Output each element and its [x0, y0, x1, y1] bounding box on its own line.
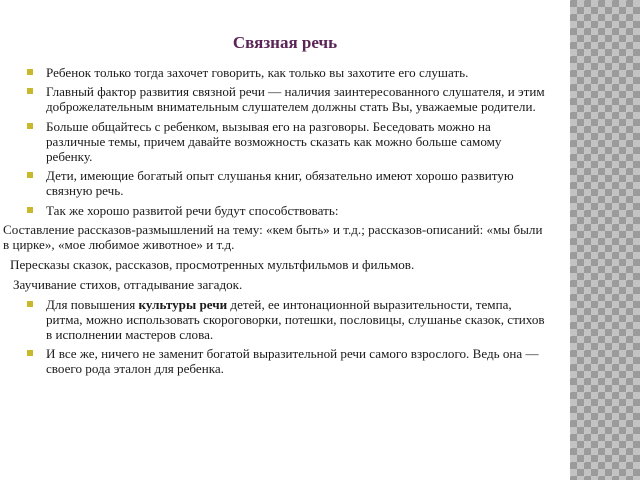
bullet-text: Больше общайтесь с ребенком, вызывая его на разговоры. Беседовать можно на различные темы, причем давайте возможность сказать как можно больше самому ребенку. — [46, 118, 502, 165]
bullet-item — [26, 168, 548, 198]
bullet-text: Главный фактор развития связной речи — наличия заинтересованного слушателя, и этим доброжелательным внимательным слушателем должны стать Вы, уважаемые родители. — [46, 84, 545, 115]
bullet-square-icon — [27, 172, 33, 178]
bullet-item — [26, 203, 548, 218]
bullet-square-icon — [27, 123, 33, 129]
bullet-square-icon — [27, 301, 33, 307]
bullet-item — [26, 65, 548, 80]
decorative-side-pattern — [570, 0, 640, 480]
bullet-square-icon — [27, 350, 33, 356]
bullet-item — [26, 84, 548, 114]
paragraph-text: Составление рассказов-размышлений на тему: «кем быть» и т.д.; рассказов-описаний: «мы были в цирке», «мое любимое животное» и т.д. — [3, 221, 543, 253]
bullet-item — [26, 346, 548, 376]
slide-title: Связная речь — [232, 33, 338, 52]
bullet-square-icon — [27, 207, 33, 213]
bullet-item — [26, 297, 548, 343]
bullet-text-before: Для повышения — [46, 296, 139, 312]
bullet-square-icon — [27, 88, 33, 94]
paragraph-text: Заучивание стихов, отгадывание загадок. — [13, 277, 243, 293]
bullet-text: Ребенок только тогда захочет говорить, как только вы захотите его слушать. — [46, 65, 469, 80]
bullet-text-after: детей, ее интонационной выразительности, темпа, ритма, можно использовать скороговорки, потешки, пословицы, слушанье сказок, стихов в исполнении мастеров слова. — [46, 296, 545, 343]
bullet-square-icon — [27, 69, 33, 75]
bullet-text: Так же хорошо развитой речи будут способствовать: — [46, 202, 339, 218]
paragraph-text: Пересказы сказок, рассказов, просмотренных мультфильмов и фильмов. — [10, 257, 415, 273]
bullet-text: Дети, имеющие богатый опыт слушанья книг, обязательно имеют хорошо развитую связную речь. — [46, 168, 514, 199]
bullet-text: И все же, ничего не заменит богатой выразительной речи самого взрослого. Ведь она — своего рода эталон для ребенка. — [46, 346, 539, 377]
slide-content — [3, 65, 548, 381]
bullet-text-bold: культуры речи — [138, 296, 228, 312]
bullet-item — [26, 119, 548, 165]
